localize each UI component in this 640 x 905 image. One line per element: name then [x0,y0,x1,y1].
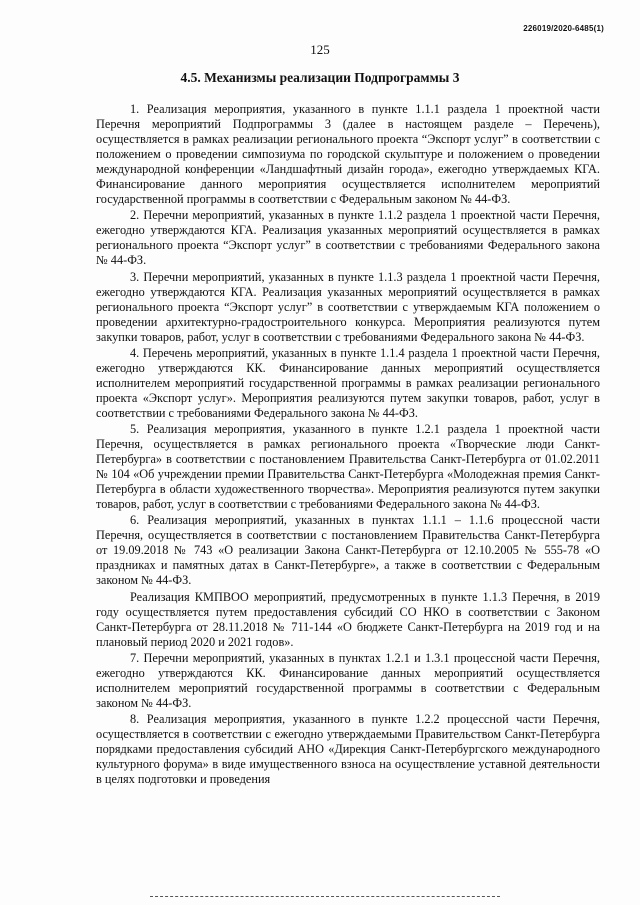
page-number: 125 [310,42,330,57]
paragraph-6: 6. Реализация мероприятий, указанных в пунктах 1.1.1 – 1.1.6 процессной части Перечня, осуществляется в соответствии с постановлением Правительства Санкт-Петербурга от 19.09.2018 № 743 «О реализации Закона Санкт-Петербурга от 12.10.2005 № 555-78 «О праздниках и памятных датах в Санкт-Петербурге», а также в соответствии с Федеральным законом № 44-ФЗ. [96,513,600,588]
paragraph-4: 4. Перечень мероприятий, указанных в пункте 1.1.4 раздела 1 проектной части Перечня, ежегодно утверждаются КК. Финансирование данных мероприятий осуществляется исполнителем мероприятий государственной программы в рамках реализации регионального проекта «Экспорт услуг». Мероприятия реализуются путем закупки товаров, работ, услуг в соответствии с требованиями Федерального закона № 44-ФЗ. [96,345,600,420]
section-title: 4.5. Механизмы реализации Подпрограммы 3 [180,70,460,85]
paragraph-1: 1. Реализация мероприятия, указанного в пункте 1.1.1 раздела 1 проектной части Перечня мероприятий Подпрограммы 3 (далее в настоящем разделе – Перечень), осуществляется в рамках реализации регионального проекта “Экспорт услуг” в соответствии с положением о проведении симпозиума по городской скульптуре и положением о проведении международной конференции «Ландшафтный дизайн города», ежегодно утверждаемых КГА. Финансирование данного мероприятия осуществляется исполнителем мероприятий государственной программы в соответствии с Федеральным законом № 44-ФЗ. [96,102,600,207]
paragraph-7: 7. Перечни мероприятий, указанных в пунктах 1.2.1 и 1.3.1 процессной части Перечня, ежегодно утверждаются КК. Финансирование данных мероприятий осуществляется исполнителем мероприятий государственной программы в соответствии с Федеральным законом № 44-ФЗ. [96,650,600,710]
document-number: 226019/2020-6485(1) [523,24,604,33]
paragraph-6-continued: Реализация КМПВОО мероприятий, предусмотренных в пункте 1.1.3 Перечня, в 2019 году осуществляется путем предоставления субсидий СО НКО в соответствии с Законом Санкт-Петербурга от 28.11.2018 № 711-144 «О бюджете Санкт-Петербурга на 2019 год и на плановый период 2020 и 2021 годов». [96,589,600,649]
document-body [96,102,600,788]
paragraph-8: 8. Реализация мероприятия, указанного в пункте 1.2.2 процессной части Перечня, осуществляется в соответствии с ежегодно утверждаемыми Правительством Санкт-Петербурга порядками предоставления субсидий АНО «Дирекция Санкт-Петербургского международного культурного форума» в виде имущественного взноса на осуществление уставной деятельности в целях подготовки и проведения [96,711,600,787]
page-bottom-rule [150,896,500,897]
paragraph-2: 2. Перечни мероприятий, указанных в пункте 1.1.2 раздела 1 проектной части Перечня, ежегодно утверждаются КГА. Реализация указанных мероприятий осуществляется в рамках регионального проекта “Экспорт услуг” в соответствии с требованиями Федерального закона № 44-ФЗ. [96,208,600,268]
paragraph-3: 3. Перечни мероприятий, указанных в пункте 1.1.3 раздела 1 проектной части Перечня, ежегодно утверждаются КГА. Реализация указанных мероприятий осуществляется в рамках регионального проекта “Экспорт услуг” в соответствии с утверждаемым КГА положением о проведении архитектурно-градостроительного конкурса. Мероприятия реализуются путем закупки товаров, работ, услуг в соответствии с требованиями Федерального закона № 44-ФЗ. [96,269,600,344]
paragraph-5: 5. Реализация мероприятия, указанного в пункте 1.2.1 раздела 1 проектной части Перечня, осуществляется в рамках регионального проекта «Творческие люди Санкт-Петербурга» в соответствии с постановлением Правительства Санкт-Петербурга от 01.02.2011 № 104 «Об учреждении премии Правительства Санкт-Петербурга «Молодежная премия Санкт-Петербурга в области художественного творчества». Мероприятия реализуются путем закупки товаров, работ, услуг в соответствии с требованиями Федерального закона № 44-ФЗ. [96,421,600,512]
